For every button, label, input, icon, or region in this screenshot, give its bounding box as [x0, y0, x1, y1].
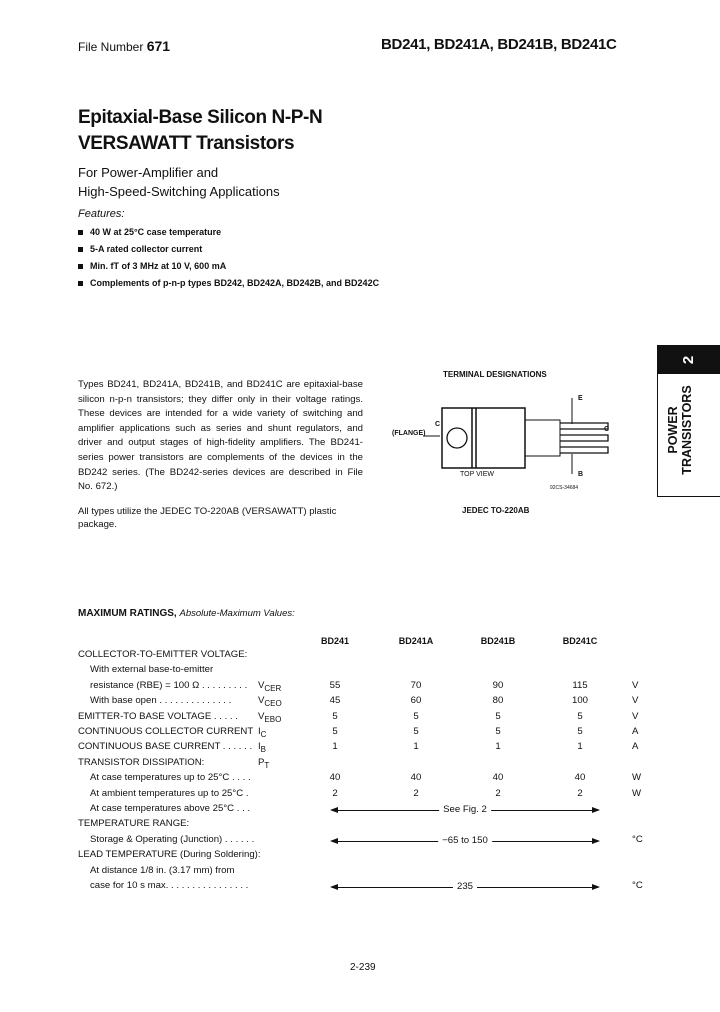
row-value: 100 — [571, 695, 588, 707]
row-label: At case temperatures above 25°C . . . — [90, 803, 251, 814]
row-symbol — [258, 741, 288, 754]
row-value: 2 — [495, 787, 501, 799]
row-value: 2 — [413, 787, 419, 799]
page-title — [78, 105, 322, 157]
package-note: All types utilize the JEDEC TO-220AB (VERSAWATT) plastic package. — [78, 506, 337, 530]
c-flange-label: C — [435, 421, 441, 428]
emitter-label: E — [578, 395, 583, 402]
row-label: CONTINUOUS BASE CURRENT . . . . . . — [78, 741, 253, 753]
row-symbol — [258, 711, 288, 724]
column-header: BD241C — [562, 636, 598, 646]
section-tab — [657, 345, 720, 497]
ratings-row — [0, 649, 720, 664]
row-symbol — [258, 757, 288, 770]
file-number-label: File Number — [78, 40, 144, 54]
flange-label: (FLANGE) — [392, 430, 426, 437]
ratings-row — [0, 680, 720, 695]
ratings-row — [0, 757, 720, 772]
row-value: 5 — [332, 710, 338, 722]
max-ratings-title: MAXIMUM RATINGS, — [78, 608, 177, 619]
title-line-2: VERSAWATT Transistors — [78, 133, 295, 154]
ratings-row — [0, 772, 720, 787]
row-value: 80 — [492, 695, 504, 707]
row-value: 1 — [332, 741, 338, 753]
row-label: CONTINUOUS COLLECTOR CURRENT — [78, 726, 254, 737]
title-line-1: Epitaxial-Base Silicon N-P-N — [78, 107, 323, 128]
row-unit: V — [632, 695, 639, 707]
symbol-letter: V — [258, 710, 265, 722]
ratings-row — [0, 865, 720, 880]
to220-package-drawing — [390, 368, 610, 518]
file-number-value: 671 — [146, 38, 171, 54]
row-unit: V — [632, 710, 639, 722]
row-value: 1 — [577, 741, 583, 753]
terminal-diagram — [390, 368, 610, 518]
row-label: COLLECTOR-TO-EMITTER VOLTAGE: — [78, 649, 248, 660]
row-value: 115 — [572, 679, 588, 691]
row-value: 5 — [495, 726, 501, 737]
subtitle-line-2: High-Speed-Switching Applications — [78, 184, 280, 199]
ratings-row — [0, 664, 720, 679]
symbol-subscript: T — [264, 760, 270, 770]
ratings-row — [0, 849, 720, 864]
ratings-row — [0, 695, 720, 710]
row-value: 5 — [413, 710, 419, 722]
row-label: With base open . . . . . . . . . . . . . . — [90, 695, 232, 707]
column-header: BD241A — [398, 636, 434, 646]
row-label: resistance (RBE) = 100 Ω . . . . . . . . . — [90, 679, 248, 691]
diagram-title: TERMINAL DESIGNATIONS — [443, 370, 547, 379]
row-value: 5 — [577, 726, 583, 737]
symbol-subscript: B — [260, 745, 267, 755]
column-header: BD241B — [480, 636, 516, 646]
range-value: −65 to 150 — [438, 835, 492, 846]
ratings-row — [0, 880, 720, 895]
row-unit: A — [632, 741, 639, 753]
row-value: 55 — [329, 679, 341, 691]
row-label: EMITTER-TO BASE VOLTAGE . . . . . — [78, 710, 238, 722]
row-label: TEMPERATURE RANGE: — [78, 818, 190, 830]
collector-label: C — [604, 426, 610, 433]
subtitle — [78, 163, 280, 201]
row-label: At case temperatures up to 25°C . . . . — [90, 772, 251, 784]
section-title-line-2: TRANSISTORS — [680, 385, 694, 475]
description: Types BD241, BD241A, BD241B, and BD241C are epitaxial-base silicon n-p-n transistors; they differ only in their voltage ratings. These devices are intended for a wide variety of switching and amplifier applications such as series and shunt regulators, and driver and output stages of high-fidelity amplifiers. The BD241-series power transistors are complements of the devices in the BD242 series. (The BD242-series devices are described in File No. 672.) — [78, 379, 363, 493]
ratings-row — [0, 818, 720, 833]
row-unit: V — [632, 679, 639, 691]
symbol-subscript: CEO — [264, 699, 282, 709]
row-unit: A — [632, 726, 639, 737]
top-view-label: TOP VIEW — [460, 471, 494, 478]
row-unit: °C — [632, 833, 643, 845]
ratings-row — [0, 834, 720, 849]
symbol-subscript: EBO — [264, 714, 282, 724]
part-numbers: BD241, BD241A, BD241B, BD241C — [381, 36, 617, 53]
range-arrow — [332, 834, 598, 846]
symbol-letter: V — [258, 695, 265, 707]
row-value: 40 — [329, 772, 341, 784]
row-value: 5 — [495, 710, 501, 722]
symbol-letter: P — [258, 756, 265, 768]
page-number: 2-239 — [350, 962, 376, 973]
symbol-letter: I — [258, 741, 261, 753]
section-number-text: 2 — [680, 355, 698, 365]
row-value: 60 — [410, 695, 422, 707]
column-header: BD241 — [320, 636, 349, 646]
feature-item: 5-A rated collector current — [78, 241, 379, 258]
section-number — [658, 346, 720, 374]
row-value: 2 — [332, 787, 338, 799]
row-value: 40 — [410, 772, 422, 784]
row-value: 70 — [410, 679, 422, 691]
symbol-subscript: CER — [264, 683, 282, 693]
row-value: 5 — [577, 710, 583, 722]
range-value: See Fig. 2 — [439, 804, 491, 815]
row-symbol — [258, 680, 288, 693]
row-value: 1 — [495, 741, 501, 753]
row-label: LEAD TEMPERATURE (During Soldering): — [78, 849, 261, 861]
row-label: case for 10 s max. . . . . . . . . . . . . . . . — [90, 880, 249, 891]
row-symbol — [258, 726, 288, 739]
row-unit: W — [632, 772, 642, 784]
symbol-letter: V — [258, 679, 265, 691]
section-title — [666, 376, 694, 484]
section-title-line-1: POWER — [666, 406, 680, 454]
symbol-subscript: C — [260, 729, 267, 739]
row-value: 5 — [332, 726, 338, 737]
ratings-row — [0, 788, 720, 803]
feature-item: 40 W at 25°C case temperature — [78, 224, 379, 241]
ratings-row — [0, 803, 720, 818]
row-value: 1 — [413, 741, 419, 753]
row-label: At distance 1/8 in. (3.17 mm) from — [90, 864, 235, 876]
max-ratings-subtitle: Absolute-Maximum Values: — [179, 608, 295, 619]
row-value: 90 — [492, 679, 504, 691]
row-label: Storage & Operating (Junction) . . . . . . — [90, 833, 255, 845]
row-value: 40 — [492, 772, 504, 784]
row-value: 5 — [413, 726, 419, 737]
range-value: 235 — [453, 881, 477, 892]
feature-item: Complements of p-n-p types BD242, BD242A, BD242B, and BD242C — [78, 275, 379, 292]
file-number — [78, 38, 170, 54]
features-list — [78, 224, 379, 292]
row-value: 40 — [574, 772, 586, 784]
row-label: At ambient temperatures up to 25°C . — [90, 787, 249, 799]
row-unit: W — [632, 787, 642, 799]
package-label: JEDEC TO-220AB — [462, 506, 530, 515]
row-label: TRANSISTOR DISSIPATION: — [78, 756, 205, 768]
row-value: 45 — [329, 695, 341, 707]
range-arrow — [332, 804, 598, 815]
row-symbol — [258, 695, 288, 708]
row-unit: °C — [632, 880, 643, 891]
range-arrow — [332, 881, 598, 892]
feature-item: Min. fT of 3 MHz at 10 V, 600 mA — [78, 258, 379, 275]
base-label: B — [578, 471, 584, 478]
ratings-row — [0, 726, 720, 741]
max-ratings-heading — [78, 608, 295, 619]
ratings-row — [0, 741, 720, 756]
drawing-code: 92CS-34684 — [550, 485, 579, 491]
symbol-letter: I — [258, 726, 261, 737]
row-value: 2 — [577, 787, 583, 799]
subtitle-line-1: For Power-Amplifier and — [78, 165, 219, 180]
row-label: With external base-to-emitter — [90, 664, 214, 676]
ratings-row — [0, 711, 720, 726]
features-heading: Features: — [78, 208, 125, 220]
